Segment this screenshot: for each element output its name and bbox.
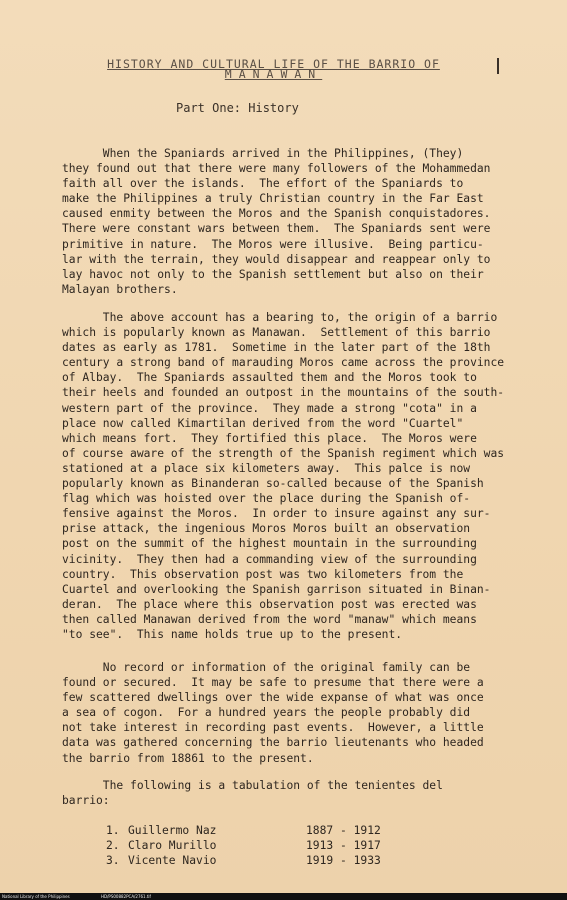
list-item-years: 1913 - 1917 — [306, 839, 381, 852]
margin-mark — [497, 58, 499, 74]
paragraph-3: No record or information of the original family can be found or secured. It may be safe to presume that there were a few scattered dwellings over the wide expanse of what was once a sea of cogon. For a hundred years the people probably did not take interest in recording past events. However, a little data was gathered concerning the barrio lieutenants who headed the barrio from 18861 to the present. — [62, 661, 484, 765]
list-item-number: 2. — [106, 839, 120, 852]
paragraph-4: The following is a tabulation of the tenientes del barrio: — [62, 779, 443, 808]
footer-path: HD/PS00882PCA/2761.tif — [101, 894, 151, 899]
list-item-years: 1887 - 1912 — [306, 824, 381, 837]
paragraph-1: When the Spaniards arrived in the Philippines, (They) they found out that there were many followers of the Mohammedan faith all over the islands. The effort of the Spaniards to make the Philippines a truly Christian country in the Far East caused enmity between the Moros and the Spanish conquistadores. There were constant wars between them. The Spaniards sent were primitive in nature. The Moros were illusive. Being particu- lar with the terrain, they would disappear and reappear only to lay havoc not only to the Spanish settlement but also on their Malayan brothers. — [62, 147, 491, 296]
document-title-line2: MANAWAN — [224, 67, 323, 81]
document-title-line1: HISTORY AND CULTURAL LIFE OF THE BARRIO OF — [107, 57, 440, 71]
scan-footer — [0, 893, 567, 900]
list-item-name: Claro Murillo — [128, 839, 217, 852]
footer-source: National Library of the Philippines — [2, 894, 70, 899]
tenientes-list — [106, 823, 436, 868]
list-item-name: Vicente Navio — [128, 854, 217, 867]
list-item — [106, 838, 436, 853]
paragraph-2: The above account has a bearing to, the origin of a barrio which is popularly known as Manawan. Settlement of this barrio dates as early as 1781. Sometime in the later part of the 18th century a strong band of marauding Moros came across the province of Albay. The Spaniards assaulted them and the Moros took to their heels and founded an outpost in the mountains of the south- western part of the province. They made a strong "cota" in a place now called Kimartilan derived from the word "Cuartel" which means fort. They fortified this place. The Moros were of course aware of the strength of the Spanish regiment which was stationed at a place six kilometers away. This palce is now popularly known as Binanderan so-called because of the Spanish flag which was hoisted over the place during the Spanish of- fensive against the Moros. In order to insure against any sur- prise attack, the ingenious Moros Moros built an observation post on the summit of the highest mountain in the surrounding vicinity. They then had a commanding view of the surrounding country. This observation post was two kilometers from the Cuartel and overlooking the Spanish garrison situated in Binan- deran. The place where this observation post was erected was then called Manawan derived from the word "manaw" which means "to see". This name holds true up to the present. — [62, 311, 505, 641]
list-item-number: 1. — [106, 824, 120, 837]
list-item-years: 1919 - 1933 — [306, 854, 381, 867]
list-item — [106, 853, 436, 868]
list-item-name: Guillermo Naz — [128, 824, 217, 837]
section-heading — [176, 101, 299, 115]
section-heading-text: Part One: History — [176, 101, 299, 115]
list-item-number: 3. — [106, 854, 120, 867]
list-item — [106, 823, 436, 838]
